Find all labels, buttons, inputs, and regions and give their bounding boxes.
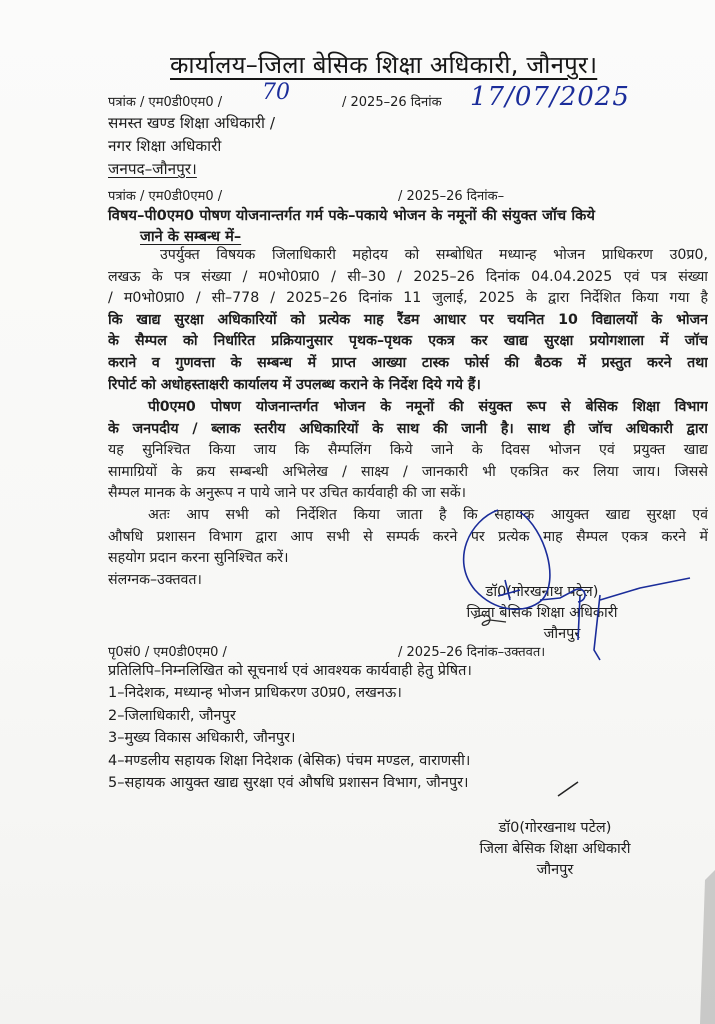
signature-block-2	[465, 818, 645, 881]
copy-recipient: 3–मुख्य विकास अधिकारी, जौनपुर।	[108, 730, 296, 746]
endorsement-ref-date: / 2025–26 दिनांक–उक्तवत।	[398, 645, 546, 660]
office-title: कार्यालय–जिला बेसिक शिक्षा अधिकारी, जौनपुर।	[170, 51, 598, 79]
letter-number-prefix-2: पत्रांक / एम0डी0एम0 /	[108, 189, 223, 204]
body-paragraph-3	[108, 505, 708, 570]
handwritten-date: 17/07/2025	[470, 82, 630, 112]
copy-recipient: 4–मण्डलीय सहायक शिक्षा निदेशक (बेसिक) पंचम मण्डल, वाराणसी।	[108, 752, 471, 769]
enclosure-note: संलग्नक–उक्तवत।	[108, 572, 202, 588]
paragraph-2-line: यह सुनिश्चित किया जाय कि सैम्पलिंग किये जाने के दिवस भोजन एवं प्रयुक्त खाद्य	[108, 442, 708, 459]
signatory-name: डॉ0(गोरखनाथ पटेल)	[498, 820, 612, 836]
subject-line-2: जाने के सम्बन्ध में–	[140, 228, 242, 245]
body-paragraph-1	[108, 245, 708, 396]
copy-recipient: 5–सहायक आयुक्त खाद्य सुरक्षा एवं औषधि प्रशासन विभाग, जौनपुर।	[108, 775, 469, 791]
copy-recipient-list	[108, 682, 470, 795]
body-paragraph-2	[108, 397, 708, 505]
handwritten-letter-number: 70	[262, 80, 290, 105]
subject-line-1: विषय–पी0एम0 पोषण योजनान्तर्गत गर्म पके–पकाये भोजन के नमूनों की संयुक्त जॉच किये	[108, 207, 596, 224]
signatory-designation: जिला बेसिक शिक्षा अधिकारी	[479, 841, 631, 857]
signature-block-1	[452, 582, 632, 645]
addressee-line-2: नगर शिक्षा अधिकारी	[108, 137, 222, 155]
paragraph-2-line: पी0एम0 पोषण योजनान्तर्गत भोजन के नमूनों की संयुक्त रूप से बेसिक शिक्षा विभाग	[148, 399, 708, 415]
paragraph-1-line: लखऊ के पत्र संख्या / म0भो0प्रा0 / सी–30 / 2025–26 दिनांक 04.04.2025 एवं पत्र संख्या	[108, 268, 708, 285]
signatory-place: जौनपुर	[536, 862, 574, 878]
signatory-place: जौनपुर	[543, 626, 581, 642]
paragraph-1-line: कराने व गुणवत्ता के सम्बन्ध में प्राप्त आख्या टास्क फोर्स की बैठक में प्रस्तुत करने तथा	[108, 354, 708, 371]
paragraph-3-line: अतः आप सभी को निर्देशित किया जाता है कि सहायक आयुक्त खाद्य सुरक्षा एवं	[148, 507, 708, 523]
signatory-designation: जिला बेसिक शिक्षा अधिकारी	[466, 605, 618, 621]
ink-dash-mark	[558, 782, 578, 796]
year-date-label: / 2025–26 दिनांक	[342, 95, 442, 110]
copy-recipient: 2–जिलाधिकारी, जौनपुर	[108, 707, 236, 724]
paragraph-1-line: रिपोर्ट को अधोहस्ताक्षरी कार्यालय में उपलब्ध कराने के निर्देश दिये गये हैं।	[108, 376, 481, 393]
signatory-name: डॉ0(गोरखनाथ पटेल)	[485, 584, 599, 600]
addressee-line-1: समस्त खण्ड शिक्षा अधिकारी /	[108, 114, 276, 132]
copy-intro: प्रतिलिपि–निम्नलिखित को सूचनार्थ एवं आवश्यक कार्यवाही हेतु प्रेषित।	[108, 663, 472, 679]
paragraph-2-line: सामाग्रियों के क्रय सम्बन्धी अभिलेख / साक्ष्य / जानकारी भी एकत्रित कर लिया जाय। जिससे	[108, 463, 708, 480]
paragraph-1-line: उपर्युक्त विषयक जिलाधिकारी महोदय को सम्बोधित मध्यान्ह भोजन प्राधिकरण उ0प्र0,	[160, 247, 708, 263]
addressee-line-3: जनपद–जौनपुर।	[108, 160, 197, 178]
copy-recipient: 1–निदेशक, मध्यान्ह भोजन प्राधिकरण उ0प्र0, लखनऊ।	[108, 685, 402, 701]
paragraph-3-line: सहयोग प्रदान करना सुनिश्चित करें।	[108, 550, 289, 567]
paragraph-1-line: / म0भो0प्रा0 / सी–778 / 2025–26 दिनांक 11 जुलाई, 2025 के द्वारा निर्देशित किया गया है	[108, 290, 708, 307]
paragraph-1-line: कि खाद्य सुरक्षा अधिकारियों को प्रत्येक माह रैंडम आधार पर चयनित 10 विद्यालयों के भोजन	[108, 311, 708, 328]
year-date-label-2: / 2025–26 दिनांक–	[398, 189, 505, 204]
endorsement-ref-prefix: पृ0सं0 / एम0डी0एम0 /	[108, 645, 227, 660]
page-shadow-edge	[700, 870, 715, 1024]
letter-number-prefix: पत्रांक / एम0डी0एम0 /	[108, 95, 223, 110]
paragraph-1-line: के सैम्पल को निर्धारित प्रक्रियानुसार पृथक–पृथक एकत्र कर खाद्य सुरक्षा प्रयोगशाला में जॉच	[108, 333, 708, 350]
paragraph-3-line: औषधि प्रशासन विभाग द्वारा आप सभी से सम्पर्क करने पर प्रत्येक माह सैम्पल एकत्र करने में	[108, 528, 708, 545]
paragraph-2-line: के जनपदीय / ब्लाक स्तरीय अधिकारियों के साथ की जानी है। साथ ही जॉच अधिकारी द्वारा	[108, 420, 708, 437]
paragraph-2-line: सैम्पल मानक के अनुरूप न पाये जाने पर उचित कार्यवाही की जा सकें।	[108, 485, 467, 502]
